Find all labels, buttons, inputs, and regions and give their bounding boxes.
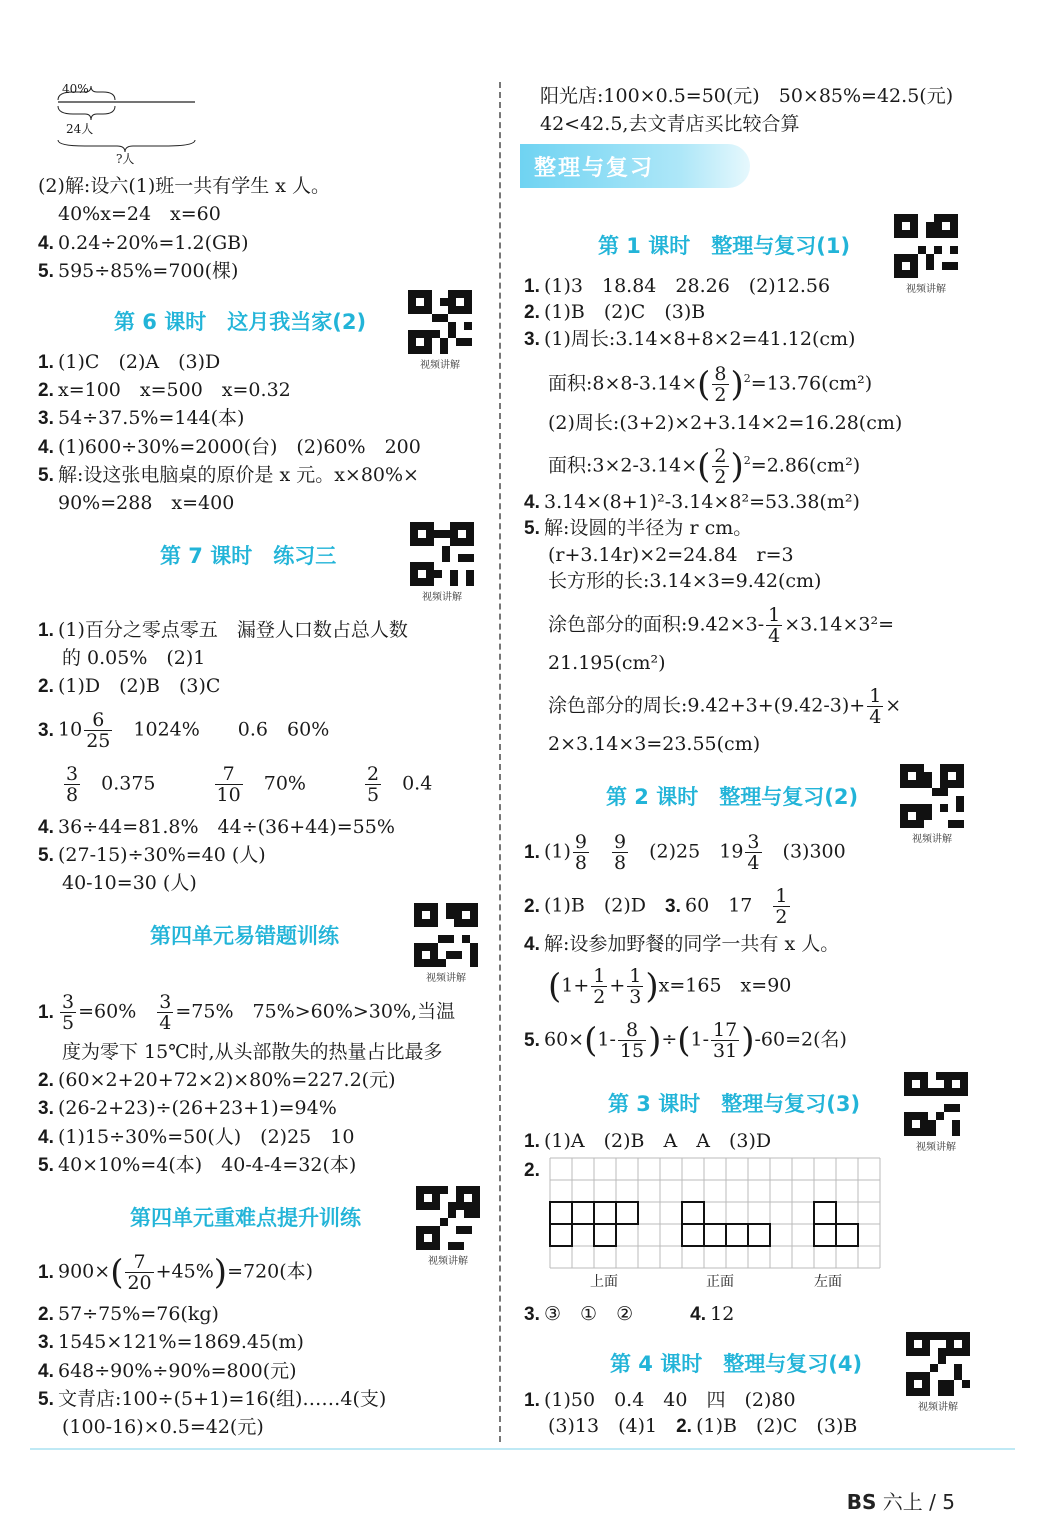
item-number: 2. xyxy=(38,676,54,697)
section-title-errors: 第四单元易错题训练 xyxy=(150,924,339,948)
item-number: 2. xyxy=(524,302,540,323)
item-text: 57÷75%=76(kg) xyxy=(58,1303,219,1325)
item-number: 2. xyxy=(676,1416,692,1437)
item-number: 1. xyxy=(524,276,540,297)
item-number: 1. xyxy=(524,841,540,863)
section-title-lesson7: 第 7 课时 练习三 xyxy=(160,544,337,568)
section-title-review3: 第 3 课时 整理与复习(3) xyxy=(608,1092,861,1116)
qr-code-lesson7[interactable] xyxy=(410,522,474,603)
qr-code-lesson6[interactable] xyxy=(408,290,472,371)
item-text: 54÷37.5%=144(本) xyxy=(58,407,245,429)
page-footer: BS 六上 / 5 xyxy=(846,1490,955,1514)
item-number: 4. xyxy=(38,437,54,458)
item-number: 2. xyxy=(38,1070,54,1091)
item-text: x=100 x=500 x=0.32 xyxy=(58,379,291,401)
item-number: 2. xyxy=(524,1160,540,1181)
item-text: 595÷85%=700(棵) xyxy=(58,260,239,282)
section-title-lesson6: 第 6 课时 这月我当家(2) xyxy=(114,310,367,334)
qr-code-icon xyxy=(894,214,958,278)
qr-code-icon xyxy=(414,903,478,967)
qr-code-errors[interactable] xyxy=(414,903,478,984)
section-title-advanced: 第四单元重难点提升训练 xyxy=(130,1206,361,1230)
qr-label: 视频讲解 xyxy=(916,1142,956,1153)
item-number: 4. xyxy=(690,1304,706,1325)
item-text: (1)15÷30%=50(人) (2)25 10 xyxy=(58,1126,355,1148)
mixed-number-whole: 10 xyxy=(58,718,83,741)
qr-label: 视频讲解 xyxy=(428,1256,468,1267)
answer-line: 阳光店:100×0.5=50(元) 50×85%=42.5(元) xyxy=(540,85,954,107)
answer-line: 40%x=24 x=60 xyxy=(58,203,221,225)
item-number: 2. xyxy=(524,895,540,917)
answer-line: (2)周长:(3+2)×2+3.14×2=16.28(cm) xyxy=(548,412,903,434)
qr-code-review1[interactable] xyxy=(894,214,958,295)
item-number: 2. xyxy=(38,1304,54,1325)
qr-code-icon xyxy=(900,764,964,828)
item-number: 5. xyxy=(38,261,54,282)
qr-code-icon xyxy=(410,522,474,586)
answer-line: 2×3.14×3=23.55(cm) xyxy=(548,733,761,755)
item-number: 4. xyxy=(38,233,54,254)
diagram-mid-label: 24人 xyxy=(66,122,94,136)
answer-line: 长方形的长:3.14×3=9.42(cm) xyxy=(548,570,822,592)
qr-code-icon xyxy=(906,1332,970,1396)
item-text: (1)百分之零点零五 漏登人口数占总人数 xyxy=(58,619,408,641)
item-number: 1. xyxy=(38,1001,54,1023)
answer-line: (2)解:设六(1)班一共有学生 x 人。 xyxy=(38,175,331,197)
answer-line: 40-10=30 (人) xyxy=(62,872,197,894)
conversion-row: $\frac{3}{8}$ 0.375 $\frac{7}{10}$ 70% $\frac{2}{5}$ 0.4 xyxy=(66,763,433,806)
item-number: 1. xyxy=(524,1131,540,1152)
answer-line: (r+3.14r)×2=24.84 r=3 xyxy=(548,544,794,566)
answer-line: 42<42.5,去文青店买比较合算 xyxy=(540,113,800,135)
item-number: 3. xyxy=(38,408,54,429)
item-number: 3. xyxy=(524,1304,540,1325)
item-number: 3. xyxy=(524,329,540,350)
answer-item xyxy=(38,231,249,256)
item-number: 4. xyxy=(38,1361,54,1382)
item-text: 36÷44=81.8% 44÷(36+44)=55% xyxy=(58,816,395,838)
item-number: 4. xyxy=(524,492,540,513)
bottom-rule xyxy=(30,1448,1015,1450)
item-number: 3. xyxy=(38,1332,54,1353)
item-text: 1024% 0.6 60% xyxy=(133,718,330,741)
item-text: 文青店:100÷(5+1)=16(组)……4(支) xyxy=(58,1388,387,1410)
item-text: (1)C (2)A (3)D xyxy=(58,351,221,373)
section-title-review2: 第 2 课时 整理与复习(2) xyxy=(606,785,859,809)
item-text: (1)D (2)B (3)C xyxy=(58,675,221,697)
item-number: 2. xyxy=(38,380,54,401)
item-number: 1. xyxy=(38,352,54,373)
qr-code-review2[interactable] xyxy=(900,764,964,845)
item-number: 3. xyxy=(38,1098,54,1119)
page-number: 5 xyxy=(942,1490,955,1514)
qr-code-review4[interactable] xyxy=(906,1332,970,1413)
answer-line: 90%=288 x=400 xyxy=(58,492,235,514)
qr-label: 视频讲解 xyxy=(912,834,952,845)
item-text: 解:设这张电脑桌的原价是 x 元。x×80%× xyxy=(58,464,419,486)
qr-label: 视频讲解 xyxy=(422,592,462,603)
qr-label: 视频讲解 xyxy=(906,284,946,295)
grid-label-top-view: 上面 xyxy=(590,1274,618,1290)
item-text: 1545×121%=1869.45(m) xyxy=(58,1331,304,1353)
item-text: (1)600÷30%=2000(台) (2)60% 200 xyxy=(58,436,421,458)
edition-code: BS xyxy=(846,1490,877,1514)
item-text: (60×2+20+72×2)×80%=227.2(元) xyxy=(58,1069,396,1091)
qr-code-icon xyxy=(408,290,472,354)
fraction: $\frac{6}{25}$ xyxy=(86,709,111,752)
grid-label-front-view: 正面 xyxy=(706,1274,734,1290)
answer-line: 的 0.05% (2)1 xyxy=(62,647,206,669)
item-number: 1. xyxy=(38,1261,54,1283)
diagram-top-label: 40% xyxy=(62,82,89,96)
item-text: 0.24÷20%=1.2(GB) xyxy=(58,232,249,254)
section-title-review1: 第 1 课时 整理与复习(1) xyxy=(598,234,851,258)
qr-code-icon xyxy=(904,1072,968,1136)
item-number: 5. xyxy=(524,1029,540,1051)
answer-item xyxy=(38,259,238,284)
section-banner: 整理与复习 xyxy=(520,144,750,188)
item-number: 5. xyxy=(38,465,54,486)
qr-code-review3[interactable] xyxy=(904,1072,968,1153)
column-divider xyxy=(499,82,501,1442)
answer-line: (100-16)×0.5=42(元) xyxy=(62,1416,264,1438)
item-number: 5. xyxy=(38,1155,54,1176)
diagram-bottom-label: ?人 xyxy=(116,152,135,166)
qr-label: 视频讲解 xyxy=(426,973,466,984)
qr-label: 视频讲解 xyxy=(420,360,460,371)
qr-code-advanced[interactable] xyxy=(416,1186,480,1267)
item-text: 40×10%=4(本) 40-4-4=32(本) xyxy=(58,1154,357,1176)
qr-code-icon xyxy=(416,1186,480,1250)
grid-label-left-view: 左面 xyxy=(814,1274,842,1290)
item-number: 1. xyxy=(38,620,54,641)
item-number: 3. xyxy=(38,719,54,741)
item-text: (27-15)÷30%=40 (人) xyxy=(58,844,266,866)
grade-label: 六上 xyxy=(882,1490,923,1514)
item-number: 4. xyxy=(38,817,54,838)
item-text: 648÷90%÷90%=800(元) xyxy=(58,1360,297,1382)
item-text: (26-2+23)÷(26+23+1)=94% xyxy=(58,1097,337,1119)
section-title-review4: 第 4 课时 整理与复习(4) xyxy=(610,1352,863,1376)
item-number: 5. xyxy=(38,1389,54,1410)
item-number: 5. xyxy=(524,518,540,539)
item-number: 1. xyxy=(524,1390,540,1411)
answer-line: 21.195(cm²) xyxy=(548,652,666,674)
answer-line: 度为零下 15℃时,从头部散失的热量占比最多 xyxy=(62,1041,443,1063)
qr-label: 视频讲解 xyxy=(918,1402,958,1413)
item-number: 4. xyxy=(38,1127,54,1148)
item-number: 5. xyxy=(38,845,54,866)
item-number: 4. xyxy=(524,934,540,955)
